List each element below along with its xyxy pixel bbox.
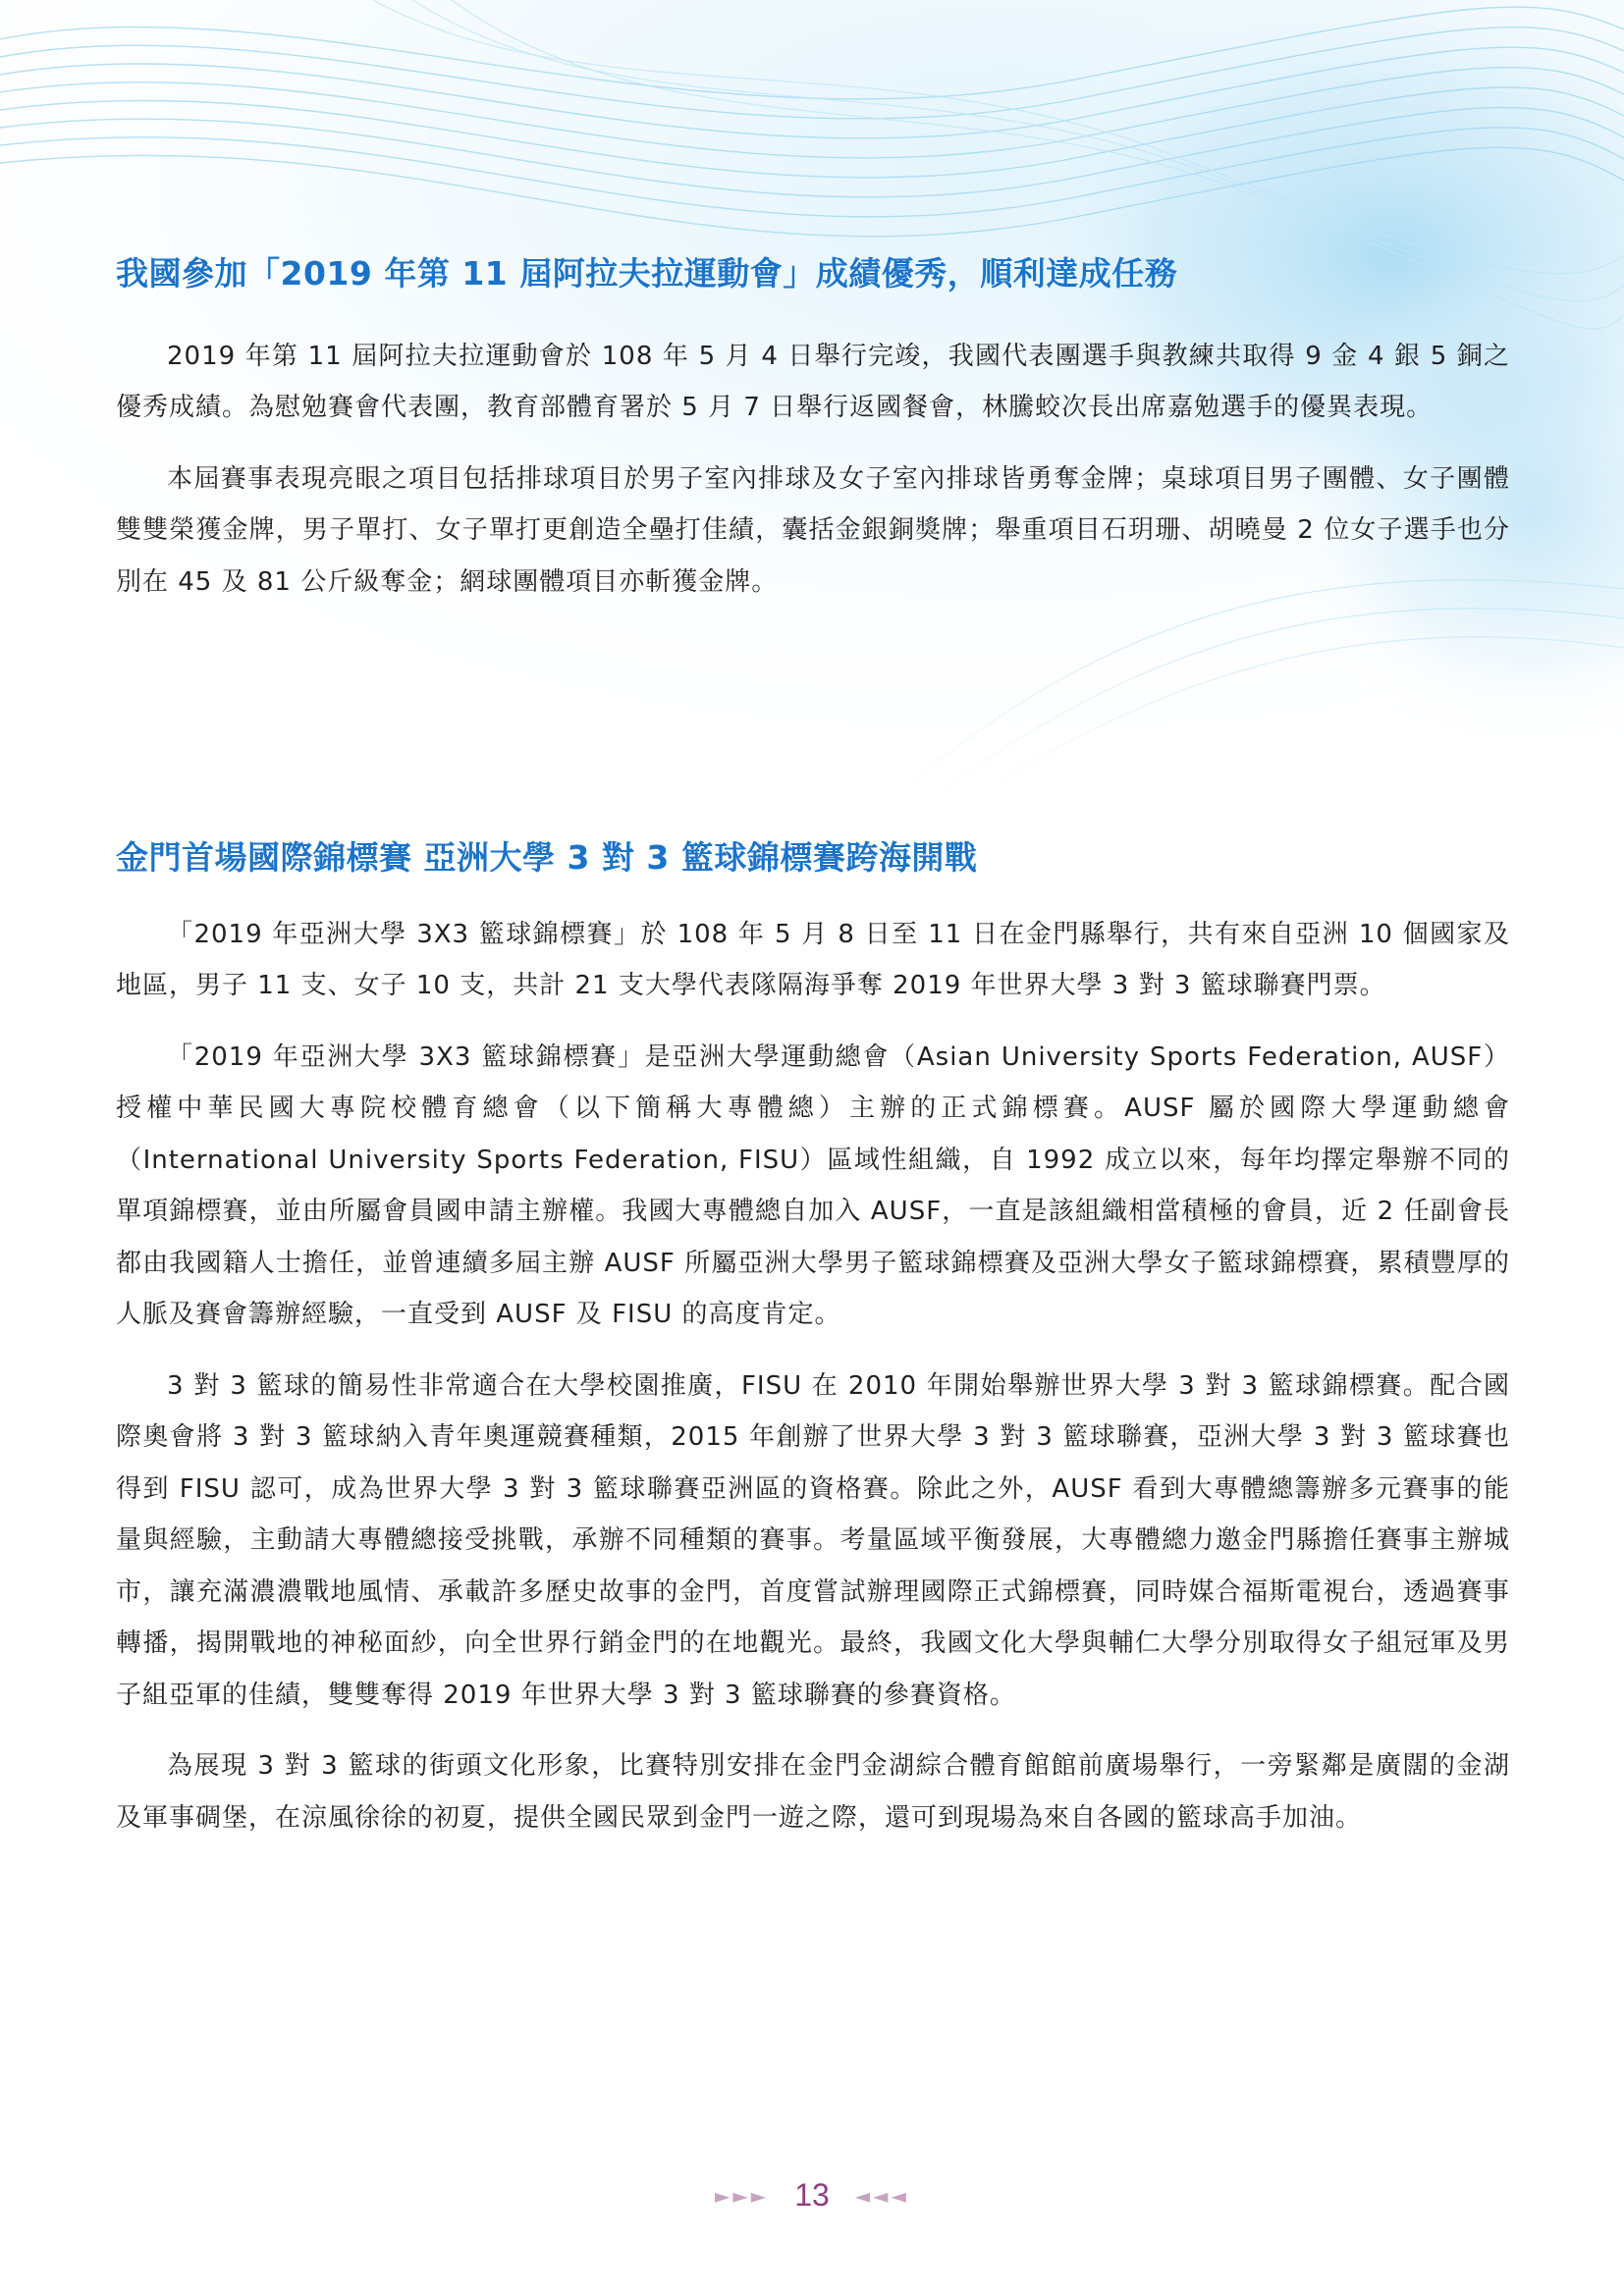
paragraph: 為展現 3 對 3 籃球的街頭文化形象，比賽特別安排在金門金湖綜合體育館館前廣場舉行，一旁緊鄰是廣闊的金湖及軍事碉堡，在涼風徐徐的初夏，提供全國民眾到金門一遊之際，還可到現場為來自各國的籃球高手加油。 bbox=[116, 1751, 1510, 1833]
paragraph: 本屆賽事表現亮眼之項目包括排球項目於男子室內排球及女子室內排球皆勇奪金牌；桌球項目男子團體、女子團體雙雙榮獲金牌，男子單打、女子單打更創造全壘打佳績，囊括金銀銅獎牌；舉重項目石玥珊、胡曉曼 2 位女子選手也分別在 45 及 81 公斤級奪金；網球團體項目亦斬獲金牌。 bbox=[116, 463, 1510, 597]
right-arrows-icon: ►►► bbox=[715, 2183, 770, 2208]
section-arafura-games bbox=[116, 253, 1510, 627]
paragraph: 「2019 年亞洲大學 3X3 籃球錦標賽」是亞洲大學運動總會（Asian University Sports Federation, AUSF）授權中華民國大專院校體育總會（以下簡稱大專體總）主辦的正式錦標賽。AUSF 屬於國際大學運動總會（International University Sports Federation, FISU）區域性組織，自 1992 成立以來，每年均擇定舉辦不同的單項錦標賽，並由所屬會員國申請主辦權。我國大專體總自加入 AUSF，一直是該組織相當積極的會員，近 2 任副會長都由我國籍人士擔任，並曾連續多屆主辦 AUSF 所屬亞洲大學男子籃球錦標賽及亞洲大學女子籃球錦標賽，累積豐厚的人脈及賽會籌辦經驗，一直受到 AUSF 及 FISU 的高度肯定。 bbox=[116, 1041, 1510, 1330]
paragraph: 「2019 年亞洲大學 3X3 籃球錦標賽」於 108 年 5 月 8 日至 11 日在金門縣舉行，共有來自亞洲 10 個國家及地區，男子 11 支、女子 10 支，共計 21 支大學代表隊隔海爭奪 2019 年世界大學 3 對 3 籃球聯賽門票。 bbox=[116, 919, 1510, 1001]
page-number: 13 bbox=[794, 2177, 830, 2213]
paragraph: 3 對 3 籃球的簡易性非常適合在大學校園推廣，FISU 在 2010 年開始舉辦世界大學 3 對 3 籃球錦標賽。配合國際奧會將 3 對 3 籃球納入青年奧運競賽種類，2015 年創辦了世界大學 3 對 3 籃球聯賽，亞洲大學 3 對 3 籃球賽也得到 FISU 認可，成為世界大學 3 對 3 籃球聯賽亞洲區的資格賽。除此之外，AUSF 看到大專體總籌辦多元賽事的能量與經驗，主動請大專體總接受挑戰，承辦不同種類的賽事。考量區域平衡發展，大專體總力邀金門縣擔任賽事主辦城市，讓充滿濃濃戰地風情、承載許多歷史故事的金門，首度嘗試辦理國際正式錦標賽，同時媒合福斯電視台，透過賽事轉播，揭開戰地的神秘面紗，向全世界行銷金門的在地觀光。最終，我國文化大學與輔仁大學分別取得女子組冠軍及男子組亞軍的佳績，雙雙奪得 2019 年世界大學 3 對 3 籃球聯賽的參賽資格。 bbox=[116, 1370, 1510, 1710]
section-heading: 金門首場國際錦標賽 亞洲大學 3 對 3 籃球錦標賽跨海開戰 bbox=[116, 838, 978, 877]
paragraph: 2019 年第 11 屆阿拉夫拉運動會於 108 年 5 月 4 日舉行完竣，我國代表團選手與教練共取得 9 金 4 銀 5 銅之優秀成績。為慰勉賽會代表團，教育部體育署於 5 月 7 日舉行返國餐會，林騰蛟次長出席嘉勉選手的優異表現。 bbox=[116, 341, 1510, 423]
section-heading: 我國參加「2019 年第 11 屆阿拉夫拉運動會」成績優秀，順利達成任務 bbox=[116, 254, 1178, 293]
page-footer bbox=[0, 2177, 1624, 2214]
section-3x3-basketball bbox=[116, 837, 1510, 1863]
left-arrows-icon: ◄◄◄ bbox=[854, 2183, 909, 2208]
